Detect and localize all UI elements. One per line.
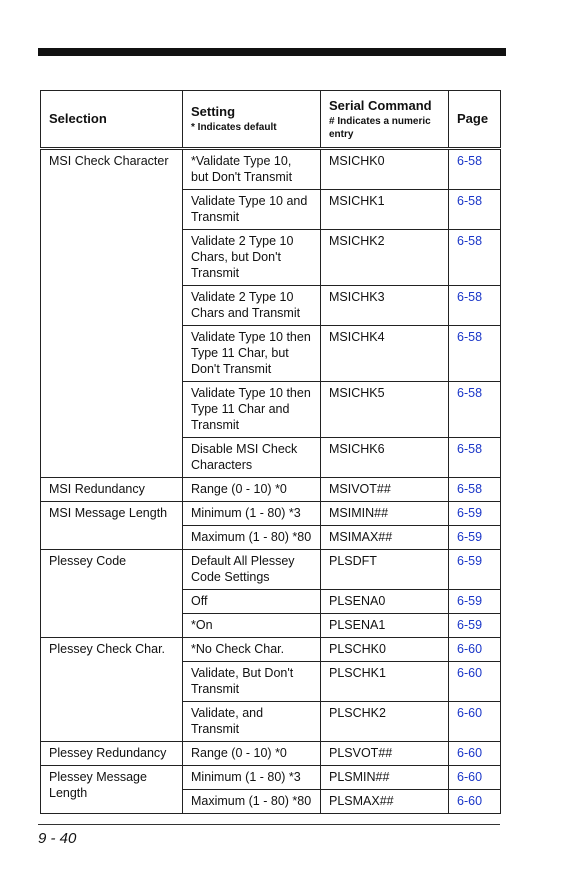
header-setting: Setting * Indicates default xyxy=(183,91,321,149)
selection-cell: Plessey Check Char. xyxy=(41,638,183,742)
serial-command-cell: MSIMIN## xyxy=(321,502,449,526)
page-link[interactable]: 6-59 xyxy=(457,506,483,520)
page-link[interactable]: 6-58 xyxy=(457,290,483,304)
header-setting-note: * Indicates default xyxy=(191,122,277,133)
page-link[interactable]: 6-60 xyxy=(457,642,483,656)
page-cell xyxy=(449,190,501,230)
setting-cell: Validate 2 Type 10 Chars, but Don't Transmit xyxy=(183,230,321,286)
page-link[interactable]: 6-59 xyxy=(457,554,483,568)
setting-cell: Range (0 - 10) *0 xyxy=(183,742,321,766)
table-row xyxy=(41,478,501,502)
page-cell xyxy=(449,766,501,790)
serial-command-cell: PLSVOT## xyxy=(321,742,449,766)
page-cell xyxy=(449,742,501,766)
setting-cell: *Validate Type 10, but Don't Transmit xyxy=(183,149,321,190)
header-page: Page xyxy=(449,91,501,149)
setting-cell: Validate, and Transmit xyxy=(183,702,321,742)
page-cell xyxy=(449,149,501,190)
page-link[interactable]: 6-58 xyxy=(457,154,483,168)
table-row xyxy=(41,742,501,766)
setting-cell: Validate Type 10 then Type 11 Char, but Don't Transmit xyxy=(183,326,321,382)
setting-cell: Minimum (1 - 80) *3 xyxy=(183,502,321,526)
setting-cell: Off xyxy=(183,590,321,614)
page-link[interactable]: 6-59 xyxy=(457,594,483,608)
page-cell xyxy=(449,614,501,638)
serial-command-cell: PLSMIN## xyxy=(321,766,449,790)
setting-cell: *No Check Char. xyxy=(183,638,321,662)
setting-cell: Minimum (1 - 80) *3 xyxy=(183,766,321,790)
header-selection: Selection xyxy=(41,91,183,149)
page-link[interactable]: 6-60 xyxy=(457,706,483,720)
header-serial-note: # Indicates a numeric entry xyxy=(329,115,431,140)
page-link[interactable]: 6-59 xyxy=(457,618,483,632)
setting-cell: *On xyxy=(183,614,321,638)
selection-cell: Plessey Message Length xyxy=(41,766,183,814)
serial-command-cell: MSICHK6 xyxy=(321,438,449,478)
page-cell xyxy=(449,702,501,742)
top-rule xyxy=(38,48,506,56)
page-link[interactable]: 6-60 xyxy=(457,770,483,784)
table-row xyxy=(41,149,501,190)
page-cell xyxy=(449,550,501,590)
setting-cell: Validate 2 Type 10 Chars and Transmit xyxy=(183,286,321,326)
page-cell xyxy=(449,638,501,662)
serial-command-cell: PLSENA0 xyxy=(321,590,449,614)
page-link[interactable]: 6-58 xyxy=(457,442,483,456)
selection-cell: MSI Check Character xyxy=(41,149,183,478)
serial-command-cell: MSICHK1 xyxy=(321,190,449,230)
serial-command-cell: PLSMAX## xyxy=(321,790,449,814)
setting-cell: Validate Type 10 then Type 11 Char and Transmit xyxy=(183,382,321,438)
serial-command-cell: PLSCHK1 xyxy=(321,662,449,702)
serial-command-cell: PLSENA1 xyxy=(321,614,449,638)
page-link[interactable]: 6-59 xyxy=(457,530,483,544)
setting-cell: Maximum (1 - 80) *80 xyxy=(183,526,321,550)
page-link[interactable]: 6-60 xyxy=(457,666,483,680)
page-cell xyxy=(449,790,501,814)
table-row xyxy=(41,502,501,526)
serial-command-cell: PLSDFT xyxy=(321,550,449,590)
page-link[interactable]: 6-58 xyxy=(457,194,483,208)
page-cell xyxy=(449,526,501,550)
setting-cell: Maximum (1 - 80) *80 xyxy=(183,790,321,814)
serial-command-cell: MSICHK5 xyxy=(321,382,449,438)
page-cell xyxy=(449,286,501,326)
selection-cell: MSI Message Length xyxy=(41,502,183,550)
serial-command-cell: PLSCHK2 xyxy=(321,702,449,742)
page-cell xyxy=(449,438,501,478)
header-serial-command: Serial Command # Indicates a numeric entry xyxy=(321,91,449,149)
serial-command-table xyxy=(40,90,501,814)
page-link[interactable]: 6-58 xyxy=(457,386,483,400)
table-row xyxy=(41,638,501,662)
page-cell xyxy=(449,590,501,614)
serial-command-cell: MSICHK4 xyxy=(321,326,449,382)
serial-command-cell: MSIVOT## xyxy=(321,478,449,502)
serial-command-cell: MSICHK3 xyxy=(321,286,449,326)
serial-command-cell: MSICHK2 xyxy=(321,230,449,286)
setting-cell: Validate, But Don't Transmit xyxy=(183,662,321,702)
setting-cell: Range (0 - 10) *0 xyxy=(183,478,321,502)
table-row xyxy=(41,550,501,590)
setting-cell: Default All Plessey Code Settings xyxy=(183,550,321,590)
page-link[interactable]: 6-58 xyxy=(457,482,483,496)
setting-cell: Disable MSI Check Characters xyxy=(183,438,321,478)
selection-cell: Plessey Code xyxy=(41,550,183,638)
table-header-row xyxy=(41,91,501,149)
table-row xyxy=(41,766,501,790)
selection-cell: MSI Redundancy xyxy=(41,478,183,502)
serial-command-cell: MSIMAX## xyxy=(321,526,449,550)
page-cell xyxy=(449,662,501,702)
page-link[interactable]: 6-58 xyxy=(457,234,483,248)
page-cell xyxy=(449,502,501,526)
page-link[interactable]: 6-58 xyxy=(457,330,483,344)
page-cell xyxy=(449,326,501,382)
serial-command-cell: MSICHK0 xyxy=(321,149,449,190)
page-link[interactable]: 6-60 xyxy=(457,794,483,808)
selection-cell: Plessey Redundancy xyxy=(41,742,183,766)
serial-command-cell: PLSCHK0 xyxy=(321,638,449,662)
page-cell xyxy=(449,478,501,502)
bottom-rule xyxy=(38,824,500,825)
page-number: 9 - 40 xyxy=(38,830,77,847)
setting-cell: Validate Type 10 and Transmit xyxy=(183,190,321,230)
page-cell xyxy=(449,382,501,438)
page-cell xyxy=(449,230,501,286)
page-link[interactable]: 6-60 xyxy=(457,746,483,760)
